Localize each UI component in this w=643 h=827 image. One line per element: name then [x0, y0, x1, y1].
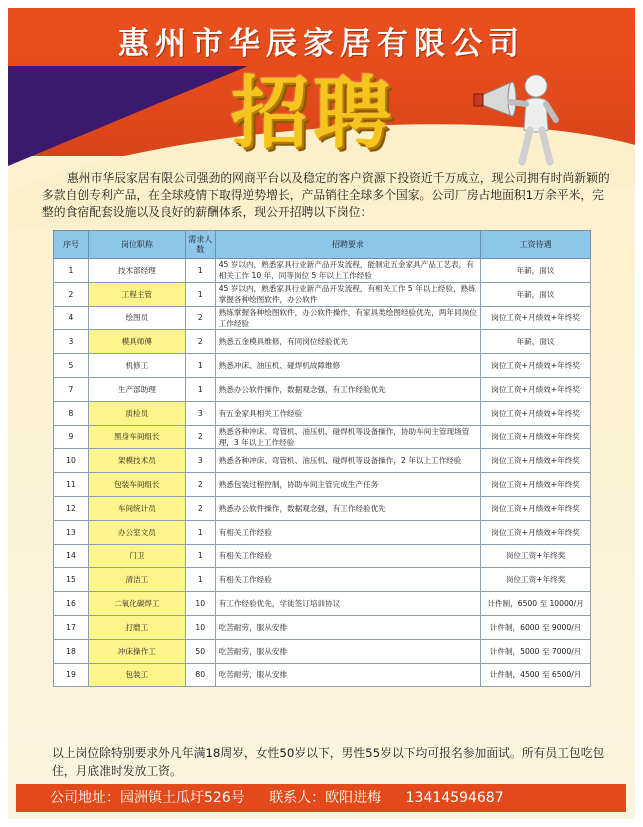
cell-position: 技术部经理 [88, 259, 185, 283]
cell-requirements: 熟悉各种冲床、弯管机、油压机、碰焊机等设备操作，2 年以上工作经验 [215, 449, 480, 473]
cell-count: 2 [185, 425, 215, 449]
footer-contact: 联系人：欧阳进梅 [269, 790, 382, 806]
cell-position: 门卫 [88, 544, 185, 568]
poster-frame [8, 8, 635, 819]
cell-num: 10 [54, 449, 89, 473]
cell-requirements: 有五金家具相关工作经验 [215, 401, 480, 425]
table-row [54, 282, 591, 306]
cell-requirements: 45 岁以内，熟悉家具行业新产品开发流程，能制定五金家具产品工艺表，有相关工作 10 年，同等岗位 5 年以上工作经验 [215, 259, 480, 283]
header-pay: 工资待遇 [481, 231, 591, 259]
megaphone-figure-icon [470, 68, 570, 168]
table-row [54, 544, 591, 568]
cell-position: 冲床操作工 [88, 639, 185, 663]
eligibility-note: 以上岗位除特别要求外凡年满18周岁，女性50岁以下，男性55岁以下均可报名参加面试。所有员工包吃包住，月底准时发放工资。 [52, 746, 605, 778]
cell-position: 打磨工 [88, 615, 185, 639]
cell-count: 1 [185, 354, 215, 378]
cell-num: 8 [54, 401, 89, 425]
cell-count: 1 [185, 544, 215, 568]
cell-pay: 年薪，面议 [481, 259, 591, 283]
cell-num: 13 [54, 520, 89, 544]
cell-count: 1 [185, 282, 215, 306]
cell-count: 1 [185, 568, 215, 592]
cell-num: 19 [54, 663, 89, 687]
cell-requirements: 熟练掌握各种绘图软件，办公软件操作，有家具类绘图经验优先，两年同岗位工作经验 [215, 306, 480, 330]
cell-num: 15 [54, 568, 89, 592]
cell-pay: 岗位工资+年终奖 [481, 544, 591, 568]
cell-count: 50 [185, 639, 215, 663]
cell-num: 16 [54, 592, 89, 616]
header-position: 岗位职称 [88, 231, 185, 259]
cell-pay: 岗位工资+月绩效+年终奖 [481, 473, 591, 497]
cell-requirements: 有相关工作经验 [215, 568, 480, 592]
table-header-row [54, 231, 591, 259]
cell-num: 17 [54, 615, 89, 639]
cell-requirements: 有相关工作经验 [215, 544, 480, 568]
cell-requirements: 熟悉办公软件操作，数据观念强，有工作经验优先 [215, 496, 480, 520]
recruit-headline: 招聘 [230, 68, 395, 159]
cell-position: 质检员 [88, 401, 185, 425]
cell-num: 3 [54, 330, 89, 354]
cell-position: 黑身车间组长 [88, 425, 185, 449]
cell-position: 生产部助理 [88, 377, 185, 401]
cell-num: 9 [54, 425, 89, 449]
cell-requirements: 熟悉办公软件操作，数据观念强，有工作经验优先 [215, 377, 480, 401]
cell-pay: 计件制，5000 至 7000/月 [481, 639, 591, 663]
table-row [54, 449, 591, 473]
table-row [54, 354, 591, 378]
cell-position: 工程主管 [88, 282, 185, 306]
cell-pay: 年薪，面议 [481, 330, 591, 354]
cell-num: 12 [54, 496, 89, 520]
cell-count: 10 [185, 615, 215, 639]
cell-count: 2 [185, 473, 215, 497]
table-row [54, 663, 591, 687]
cell-position: 办公室文员 [88, 520, 185, 544]
cell-position: 清洁工 [88, 568, 185, 592]
table-row [54, 496, 591, 520]
cell-pay: 计件制，4500 至 6500/月 [481, 663, 591, 687]
header-num: 序号 [54, 231, 89, 259]
cell-pay: 岗位工资+月绩效+年终奖 [481, 377, 591, 401]
cell-count: 1 [185, 520, 215, 544]
cell-count: 80 [185, 663, 215, 687]
cell-pay: 年薪，面议 [481, 282, 591, 306]
cell-position: 绘图员 [88, 306, 185, 330]
table-row [54, 425, 591, 449]
table-row [54, 377, 591, 401]
cell-requirements: 有相关工作经验 [215, 520, 480, 544]
cell-position: 机修工 [88, 354, 185, 378]
cell-position: 模具师傅 [88, 330, 185, 354]
cell-pay: 岗位工资+月绩效+年终奖 [481, 496, 591, 520]
cell-count: 1 [185, 377, 215, 401]
table-row [54, 330, 591, 354]
header-requirements: 招聘要求 [215, 231, 480, 259]
table-row [54, 615, 591, 639]
cell-pay: 岗位工资+月绩效+年终奖 [481, 306, 591, 330]
cell-requirements: 熟悉五金模具维修，有同岗位经验优先 [215, 330, 480, 354]
table-row [54, 568, 591, 592]
cell-requirements: 吃苦耐劳，服从安排 [215, 639, 480, 663]
cell-pay: 岗位工资+月绩效+年终奖 [481, 354, 591, 378]
cell-pay: 岗位工资+年终奖 [481, 568, 591, 592]
cell-count: 3 [185, 401, 215, 425]
cell-requirements: 有工作经验优先，学徒签订培训协议 [215, 592, 480, 616]
table-row [54, 592, 591, 616]
cell-num: 4 [54, 306, 89, 330]
cell-count: 2 [185, 306, 215, 330]
cell-position: 包装车间组长 [88, 473, 185, 497]
cell-requirements: 吃苦耐劳，服从安排 [215, 615, 480, 639]
cell-pay: 计件制，6000 至 9000/月 [481, 615, 591, 639]
cell-num: 1 [54, 259, 89, 283]
jobs-table-body [54, 259, 591, 687]
footer-contact-bar [16, 784, 626, 812]
cell-count: 1 [185, 259, 215, 283]
cell-pay: 岗位工资+月绩效+年终奖 [481, 425, 591, 449]
jobs-table [53, 230, 591, 687]
header-count: 需求人数 [185, 231, 215, 259]
cell-requirements: 熟悉包装过程控制，协助车间主管完成生产任务 [215, 473, 480, 497]
cell-pay: 计件制，6500 至 10000/月 [481, 592, 591, 616]
cell-position: 架模技术员 [88, 449, 185, 473]
company-title: 惠州市华辰家居有限公司 [118, 26, 525, 62]
cell-requirements: 45 岁以内，熟悉家具行业新产品开发流程，有相关工作 5 年以上经验，熟练掌握各种绘图软件，办公软件 [215, 282, 480, 306]
cell-pay: 岗位工资+月绩效+年终奖 [481, 401, 591, 425]
cell-num: 11 [54, 473, 89, 497]
table-row [54, 259, 591, 283]
cell-num: 5 [54, 354, 89, 378]
cell-requirements: 吃苦耐劳，服从安排 [215, 663, 480, 687]
cell-count: 3 [185, 449, 215, 473]
cell-num: 7 [54, 377, 89, 401]
table-row [54, 520, 591, 544]
cell-requirements: 熟悉冲床、油压机、碰焊机故障维修 [215, 354, 480, 378]
footer-phone: 13414594687 [405, 790, 504, 806]
footer-address: 公司地址：园洲镇土瓜圩526号 [50, 790, 245, 806]
table-row [54, 401, 591, 425]
table-row [54, 306, 591, 330]
cell-pay: 岗位工资+月绩效+年终奖 [481, 520, 591, 544]
table-row [54, 639, 591, 663]
cell-count: 2 [185, 330, 215, 354]
cell-requirements: 熟悉各种冲床、弯管机、油压机、碰焊机等设备操作，协助车间主管现场管理，3 年以上工作经验 [215, 425, 480, 449]
cell-position: 二氧化碳焊工 [88, 592, 185, 616]
table-row [54, 473, 591, 497]
cell-position: 包装工 [88, 663, 185, 687]
cell-count: 10 [185, 592, 215, 616]
cell-num: 2 [54, 282, 89, 306]
cell-num: 18 [54, 639, 89, 663]
cell-pay: 岗位工资+月绩效+年终奖 [481, 449, 591, 473]
company-intro: 惠州市华辰家居有限公司强劲的网商平台以及稳定的客户资源下投资近千万成立，现公司拥有时尚新颖的多款自创专利产品，在全球疫情下取得逆势增长，产品销往全球多个国家。公司厂房占地面积1万余平米，完整的食宿配套设施以及良好的薪酬体系，现公开招聘以下岗位： [42, 171, 610, 219]
cell-num: 14 [54, 544, 89, 568]
cell-position: 车间统计员 [88, 496, 185, 520]
cell-count: 2 [185, 496, 215, 520]
